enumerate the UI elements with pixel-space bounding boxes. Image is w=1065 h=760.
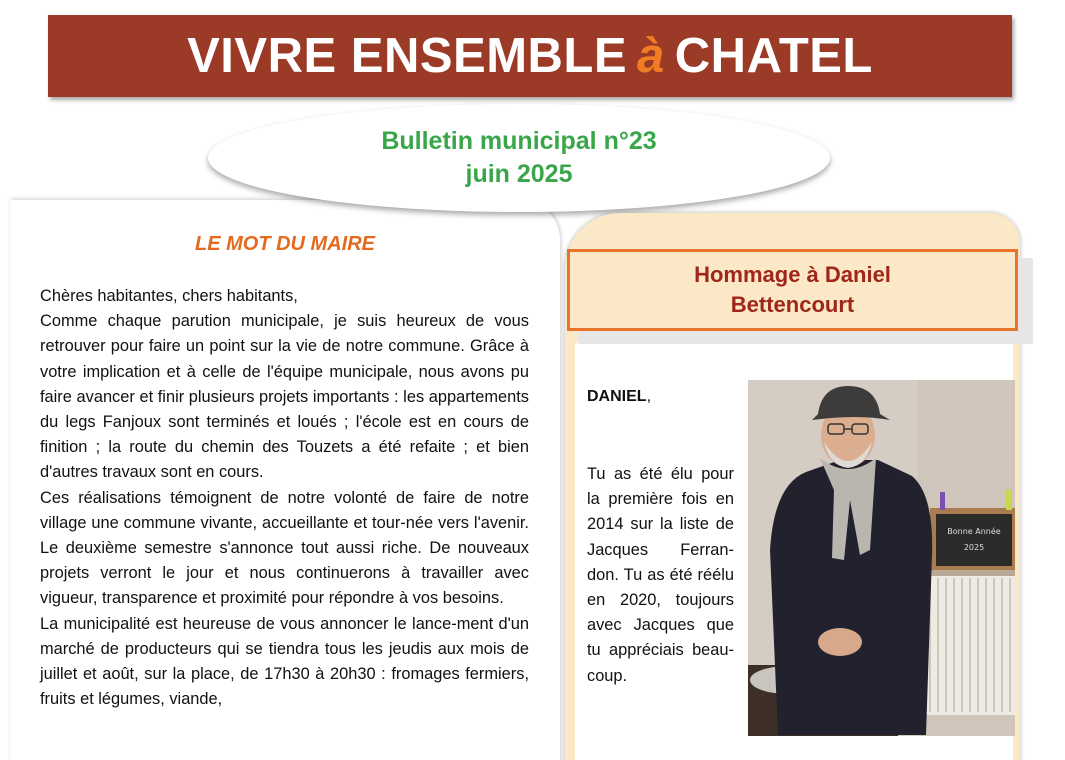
daniel-photo [748,380,1015,736]
mayor-paragraph: La municipalité est heureuse de vous annoncer le lance-ment d'un marché de producteurs qui se tiendra tous les jeudis aux mois de juillet et août, sur la place, de 17h30 à 20h30 : fromages fermiers, fruits et légumes, viande, [40,614,529,709]
board-text-1: Bonne Année [947,527,1001,536]
tribute-title-box [567,249,1018,331]
bulletin-date: juin 2025 [465,160,573,188]
tribute-title-line-1: Hommage à Daniel [694,262,891,287]
mayor-text [40,284,529,712]
bulletin-subtitle [208,104,830,212]
chalkboard-shape [930,508,1015,570]
bulletin-number: Bulletin municipal n°23 [381,127,657,155]
mayor-column [10,200,560,760]
title-accent: à [637,29,665,83]
mayor-paragraph: Comme chaque parution municipale, je suis heureux de vous retrouver pour faire un point sur la vie de notre commune. Grâce à votre implication et à celle de l'équipe municipale, nous avons pu faire avancer et finir plusieurs projets importants : les appartements du legs Fanjoux sont terminés et loués ; l'école est en cours de finition ; la route du chemin des Touzets a été refaite ; et bien d'autres travaux sont en cours. [40,312,529,482]
tribute-name [587,388,651,406]
tribute-title-line-2: Bettencourt [730,292,855,317]
mayor-heading: LE MOT DU MAIRE [195,233,375,255]
tribute-text: Tu as été élu pour la première fois en 2014 sur la liste de Jacques Ferran-don. Tu as été réélu en 2020, toujours avec Jacques que tu appréciais beau-coup. [587,465,734,685]
tribute-name-suffix: , [646,388,652,405]
portrait-illustration [748,380,1015,736]
mayor-paragraph: Ces réalisations témoignent de notre volonté de faire de notre village une commune vivante, accueillante et tour-née vers l'avenir. Le deuxième semestre s'annonce tout aussi riche. De nouveaux projets verront le jour et nous continuerons à travailler avec vigueur, transparence et proximité pour répondre à vos besoins. [40,488,529,608]
mayor-paragraph: Chères habitantes, chers habitants, [40,287,298,305]
tribute-name-text: DANIEL [587,388,647,405]
title-part-1: VIVRE ENSEMBLE [187,29,628,83]
title-part-2: CHATEL [674,29,873,83]
header-banner [48,15,1012,97]
board-text-2: 2025 [963,543,985,552]
page-title [187,28,873,84]
